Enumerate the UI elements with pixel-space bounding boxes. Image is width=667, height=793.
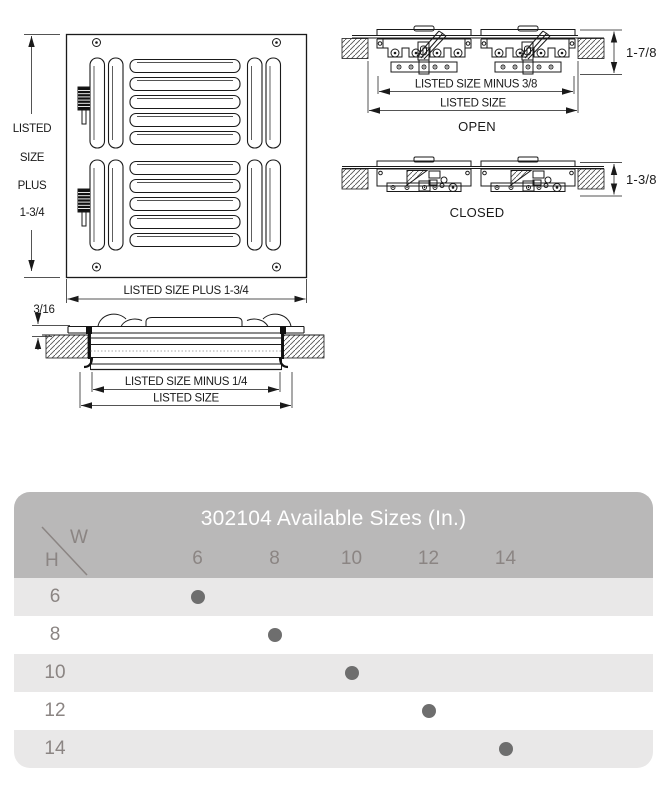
louver-profiles — [98, 314, 291, 326]
availability-cell — [313, 654, 390, 692]
availability-cell — [236, 616, 313, 654]
column-header: 12 — [417, 548, 440, 569]
screw-icon — [273, 39, 281, 47]
damper-unit-open — [481, 26, 575, 74]
column-header: 10 — [340, 548, 363, 569]
open-depth-label: 1-7/8 — [626, 45, 657, 60]
availability-cell — [236, 578, 313, 616]
availability-cell — [467, 692, 544, 730]
damper-handle — [78, 87, 90, 124]
closed-view-label: CLOSED — [449, 205, 505, 220]
front-dim-height-line4: 1-3/4 — [19, 207, 45, 219]
closed-view — [342, 157, 657, 220]
column-header: 8 — [269, 548, 280, 569]
availability-cell — [313, 578, 390, 616]
availability-cell — [159, 654, 236, 692]
column-header: 6 — [192, 548, 203, 569]
damper-unit-open — [377, 26, 471, 74]
table-row — [14, 578, 653, 616]
louver-group-bottom — [78, 160, 281, 250]
screw-icon — [93, 39, 101, 47]
side-inner-width-label: LISTED SIZE MINUS 1/4 — [124, 376, 248, 388]
ceiling-hatch — [578, 39, 604, 59]
front-view-frame — [67, 35, 307, 278]
open-view-label: OPEN — [458, 119, 496, 134]
availability-cell — [390, 730, 467, 768]
size-table-header — [14, 492, 653, 578]
availability-cell — [390, 578, 467, 616]
height-axis-label: H — [45, 550, 59, 571]
availability-cell — [467, 730, 544, 768]
availability-cell — [159, 692, 236, 730]
front-dim-height-line2: SIZE — [19, 152, 45, 164]
open-inner-width-label: LISTED SIZE MINUS 3/8 — [414, 78, 538, 91]
table-row — [14, 730, 653, 768]
row-header: 12 — [44, 700, 66, 721]
ceiling-hatch — [342, 39, 368, 59]
closed-depth-label: 1-3/8 — [626, 172, 657, 187]
open-outer-width-label: LISTED SIZE — [440, 97, 506, 110]
damper-handle — [78, 189, 90, 226]
side-offset-label: 3/16 — [33, 304, 55, 316]
availability-cell — [390, 654, 467, 692]
damper-unit-closed — [377, 157, 471, 192]
table-row — [14, 692, 653, 730]
side-outer-width-label: LISTED SIZE — [153, 392, 219, 405]
louver-group-top — [78, 58, 281, 148]
screw-icon — [93, 263, 101, 271]
register-box — [91, 334, 282, 370]
size-table-column-headers — [14, 540, 653, 578]
ceiling-hatch — [46, 335, 88, 358]
row-header: 6 — [49, 586, 61, 607]
availability-cell — [159, 616, 236, 654]
availability-cell — [390, 692, 467, 730]
availability-cell — [467, 654, 544, 692]
availability-cell — [467, 578, 544, 616]
screw-icon — [273, 263, 281, 271]
row-header: 8 — [49, 624, 61, 645]
size-table-body — [14, 578, 653, 768]
row-header: 10 — [44, 662, 66, 683]
availability-cell — [313, 692, 390, 730]
ceiling-hatch — [342, 169, 368, 189]
front-dim-height-line1: LISTED — [12, 123, 52, 135]
open-view — [342, 26, 657, 134]
ceiling-hatch — [282, 335, 324, 358]
ceiling-hatch — [578, 169, 604, 189]
front-dim-height-line3: PLUS — [17, 180, 47, 192]
front-dim-width-label: LISTED SIZE PLUS 1-3/4 — [123, 285, 249, 297]
size-table — [14, 492, 653, 768]
availability-cell — [236, 692, 313, 730]
availability-cell — [159, 578, 236, 616]
front-view — [13, 35, 307, 304]
damper-unit-closed — [481, 157, 575, 192]
width-axis-label: W — [70, 527, 88, 548]
availability-cell — [390, 616, 467, 654]
table-row — [14, 616, 653, 654]
row-header: 14 — [44, 738, 66, 759]
table-row — [14, 654, 653, 692]
availability-cell — [313, 730, 390, 768]
availability-cell — [236, 654, 313, 692]
side-view — [32, 304, 324, 408]
availability-cell — [467, 616, 544, 654]
size-table-title: 302104 Available Sizes (In.) — [200, 507, 467, 530]
availability-cell — [313, 616, 390, 654]
availability-cell — [159, 730, 236, 768]
availability-cell — [236, 730, 313, 768]
column-header: 14 — [494, 548, 517, 569]
